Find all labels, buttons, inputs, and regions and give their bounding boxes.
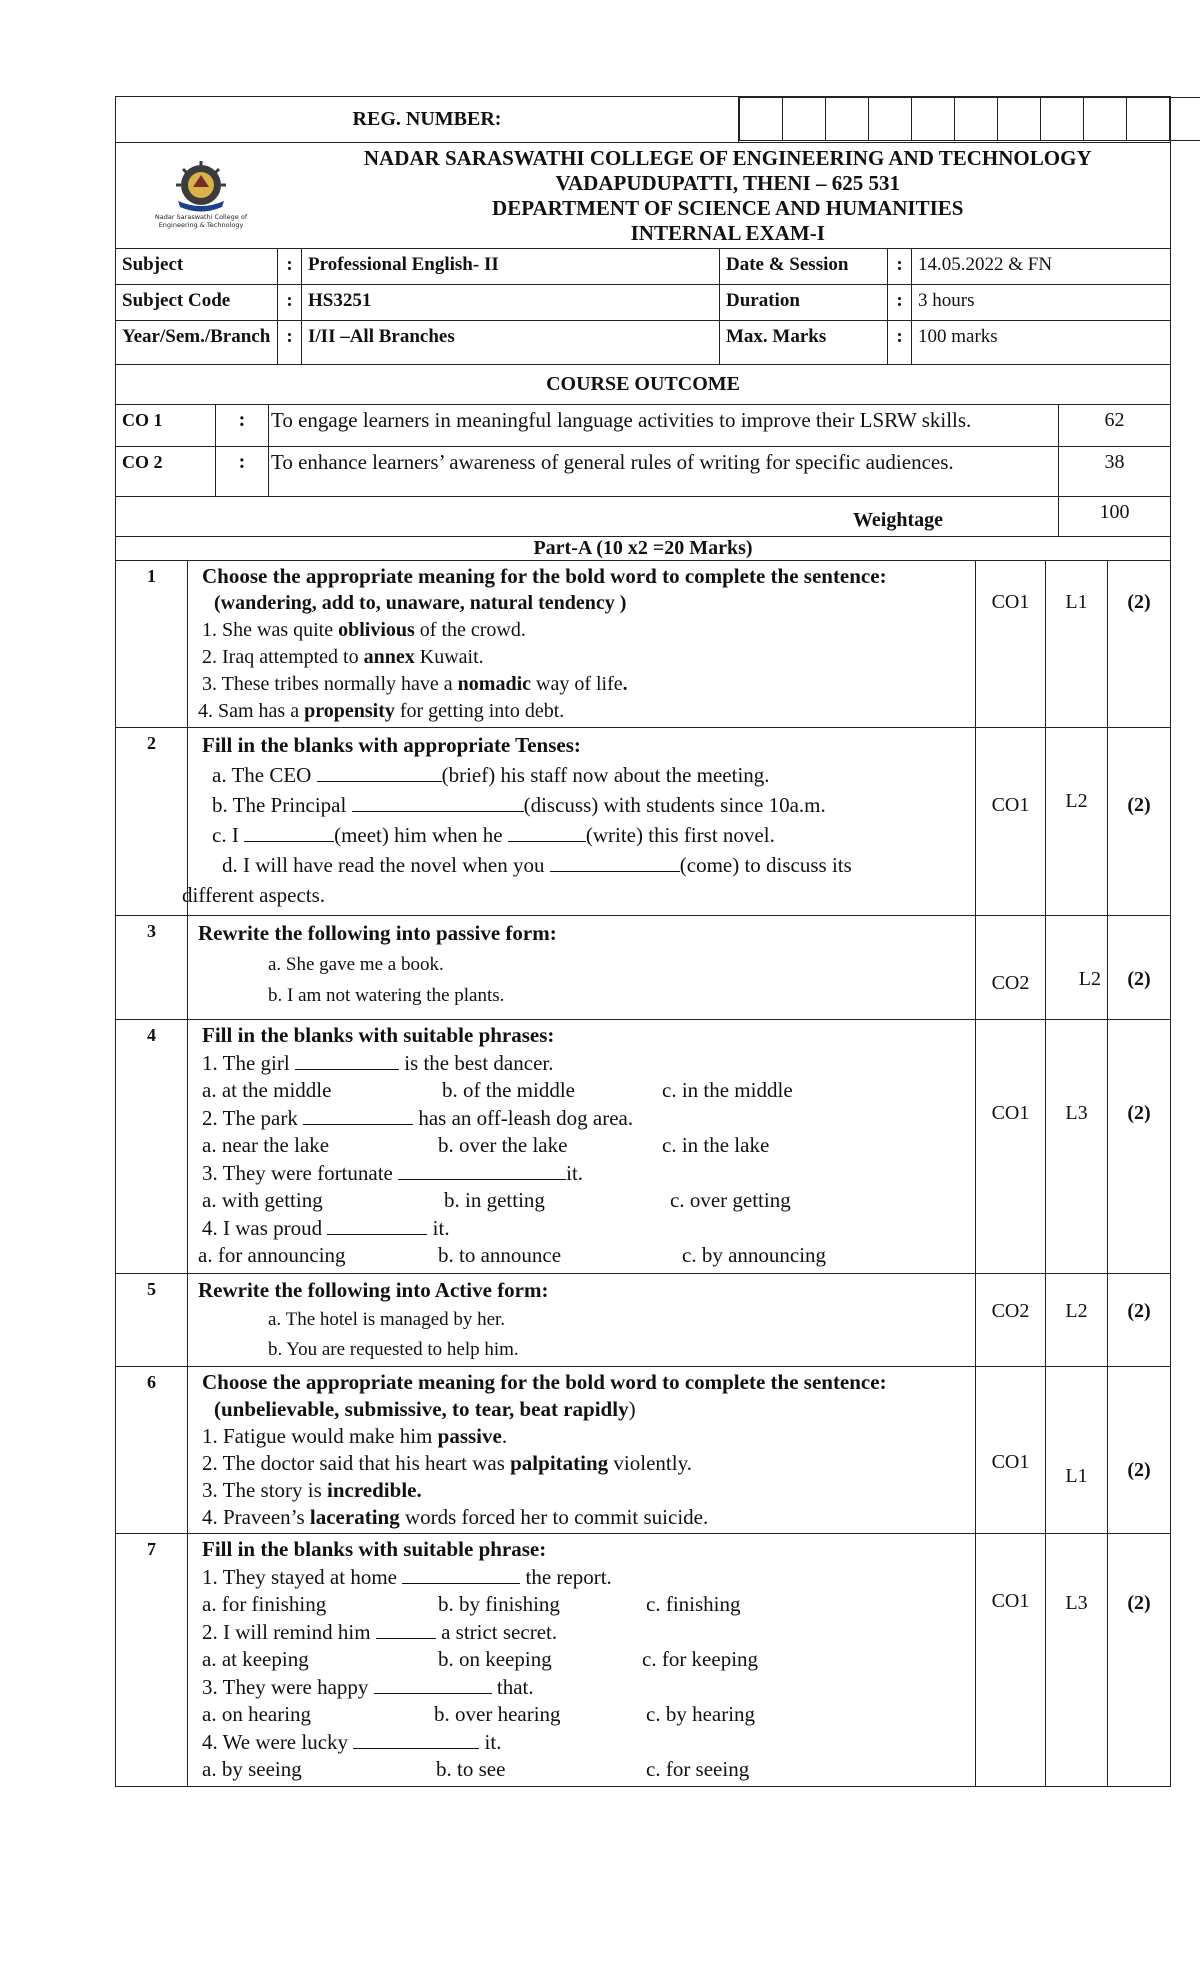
blank-line[interactable] — [508, 823, 586, 842]
question-line: 4. Sam has a propensity for getting into debt. — [198, 700, 565, 722]
question-line: 4. We were lucky it. — [202, 1729, 502, 1754]
duration-value: 3 hours — [912, 285, 1171, 321]
date-value: 14.05.2022 & FN — [912, 249, 1171, 285]
question-heading: Choose the appropriate meaning for the bold word to complete the sentence: — [202, 1370, 887, 1394]
question-number: 1 — [116, 561, 188, 728]
question-heading: Fill in the blanks with suitable phrases: — [202, 1023, 555, 1047]
co2-weight: 38 — [1059, 447, 1171, 497]
question-row — [116, 1367, 1171, 1534]
co1-text: To engage learners in meaningful language activities to improve their LSRW skills. — [269, 405, 1059, 447]
weightage-label: Weightage — [116, 497, 1059, 537]
subject-value: Professional English- II — [302, 249, 720, 285]
question-heading: Fill in the blanks with appropriate Tenses: — [202, 733, 581, 757]
question-row — [116, 561, 1171, 728]
colon: : — [888, 249, 912, 285]
department-name: DEPARTMENT OF SCIENCE AND HUMANITIES — [492, 196, 964, 220]
question-line: b. I am not watering the plants. — [268, 985, 505, 1006]
colon: : — [888, 285, 912, 321]
exam-sheet — [115, 96, 1170, 1787]
colon: : — [278, 285, 302, 321]
question-number: 6 — [116, 1367, 188, 1534]
co-value: CO1 — [976, 1534, 1046, 1787]
question-line: different aspects. — [182, 883, 326, 907]
co-value: CO1 — [976, 561, 1046, 728]
question-body — [188, 1274, 976, 1367]
blank-line[interactable] — [398, 1161, 566, 1180]
college-name: NADAR SARASWATHI COLLEGE OF ENGINEERING AND TECHNOLOGY — [363, 146, 1092, 170]
question-line: 2. The doctor said that his heart was palpitating violently. — [202, 1451, 692, 1475]
question-body — [188, 1020, 976, 1274]
option-row: a. on hearing b. over hearing c. by hearing — [202, 1702, 756, 1726]
duration-label: Duration — [720, 285, 888, 321]
subject-code-label: Subject Code — [116, 285, 278, 321]
blank-line[interactable] — [376, 1620, 436, 1639]
question-line: 2. The park has an off-leash dog area. — [202, 1105, 634, 1130]
question-body — [188, 1367, 976, 1534]
blank-line[interactable] — [303, 1106, 413, 1125]
college-title-block — [286, 143, 1171, 249]
question-row — [116, 1534, 1171, 1787]
blank-line[interactable] — [402, 1565, 520, 1584]
question-line: 1. They stayed at home the report. — [202, 1564, 612, 1589]
blank-line[interactable] — [353, 1730, 479, 1749]
max-marks-label: Max. Marks — [720, 321, 888, 365]
marks-value: (2) — [1108, 561, 1171, 728]
reg-label: REG. NUMBER: — [116, 97, 739, 143]
total-weight: 100 — [1059, 497, 1171, 537]
question-line: a. The hotel is managed by her. — [268, 1309, 506, 1330]
co1-label: CO 1 — [116, 405, 216, 447]
question-row — [116, 1274, 1171, 1367]
header-table — [115, 96, 1171, 143]
blank-line[interactable] — [295, 1051, 399, 1070]
co2-label: CO 2 — [116, 447, 216, 497]
colon: : — [216, 405, 269, 447]
co-value: CO1 — [976, 1367, 1046, 1534]
question-row — [116, 916, 1171, 1020]
svg-text:Engineering & Technology: Engineering & Technology — [158, 220, 244, 229]
exam-title: INTERNAL EXAM-I — [630, 221, 825, 245]
question-line: b. The Principal (discuss) with students since 10a.m. — [212, 793, 826, 817]
option-row: a. by seeing b. to see c. for seeing — [202, 1757, 750, 1781]
question-body — [188, 1534, 976, 1787]
co-value: CO1 — [976, 728, 1046, 916]
question-line: 1. Fatigue would make him passive. — [202, 1424, 508, 1448]
question-line: 3. These tribes normally have a nomadic way of life. — [202, 673, 628, 695]
part-a-title: Part-A (10 x2 =20 Marks) — [116, 537, 1171, 561]
subject-code-value: HS3251 — [302, 285, 720, 321]
question-line: 2. I will remind him a strict secret. — [202, 1619, 558, 1644]
question-row — [116, 728, 1171, 916]
option-row: a. for announcing b. to announce c. by announcing — [198, 1243, 827, 1267]
marks-value: (2) — [1108, 916, 1171, 1020]
question-line: 4. Praveen’s lacerating words forced her to commit suicide. — [202, 1505, 709, 1529]
co2-text: To enhance learners’ awareness of general rules of writing for specific audiences. — [269, 447, 1059, 497]
question-number: 5 — [116, 1274, 188, 1367]
co1-weight: 62 — [1059, 405, 1171, 447]
course-outcome-table — [115, 364, 1171, 537]
option-row: a. at keeping b. on keeping c. for keeping — [202, 1647, 759, 1671]
blank-line[interactable] — [550, 853, 680, 872]
question-number: 7 — [116, 1534, 188, 1787]
max-marks-value: 100 marks — [912, 321, 1171, 365]
college-logo-icon — [126, 161, 276, 231]
option-row: a. near the lake b. over the lake c. in the lake — [202, 1133, 770, 1157]
colon: : — [278, 249, 302, 285]
marks-value: (2) — [1108, 1274, 1171, 1367]
blank-line[interactable] — [244, 823, 334, 842]
question-heading: Rewrite the following into Active form: — [198, 1278, 549, 1302]
colon: : — [888, 321, 912, 365]
question-line: 3. They were happy that. — [202, 1674, 534, 1699]
info-table — [115, 248, 1171, 365]
co-value: CO1 — [976, 1020, 1046, 1274]
year-sem-branch-label: Year/Sem./Branch — [116, 321, 278, 365]
question-options: (wandering, add to, unaware, natural tendency ) — [214, 592, 627, 614]
marks-value: (2) — [1108, 1367, 1171, 1534]
blank-line[interactable] — [317, 763, 442, 782]
question-line: d. I will have read the novel when you (come) to discuss its — [222, 853, 852, 877]
marks-value: (2) — [1108, 1534, 1171, 1787]
question-line: 3. The story is incredible. — [202, 1478, 422, 1502]
level-value: L1 — [1046, 561, 1108, 728]
date-label: Date & Session — [720, 249, 888, 285]
college-logo — [116, 143, 286, 249]
question-line: 4. I was proud it. — [202, 1215, 450, 1240]
reg-number-boxes[interactable] — [739, 97, 1171, 143]
question-line: c. I (meet) him when he (write) this first novel. — [212, 823, 775, 847]
question-line: 1. The girl is the best dancer. — [202, 1050, 554, 1075]
subject-label: Subject — [116, 249, 278, 285]
colon: : — [278, 321, 302, 365]
question-body — [188, 561, 976, 728]
question-line: b. You are requested to help him. — [268, 1339, 519, 1360]
question-heading: Choose the appropriate meaning for the bold word to complete the sentence: — [202, 564, 887, 588]
question-heading: Fill in the blanks with suitable phrase: — [202, 1537, 547, 1561]
marks-value: (2) — [1108, 1020, 1171, 1274]
co-value: CO2 — [976, 916, 1046, 1020]
question-number: 3 — [116, 916, 188, 1020]
question-heading: Rewrite the following into passive form: — [198, 921, 557, 945]
question-row — [116, 1020, 1171, 1274]
svg-text:Nadar Saraswathi College of: Nadar Saraswathi College of — [154, 212, 248, 221]
co-value: CO2 — [976, 1274, 1046, 1367]
college-header — [115, 142, 1171, 249]
question-line: a. She gave me a book. — [268, 954, 444, 975]
question-line: 2. Iraq attempted to annex Kuwait. — [202, 646, 484, 668]
college-address: VADAPUDUPATTI, THENI – 625 531 — [555, 171, 900, 195]
level-value: L2 — [1046, 728, 1108, 916]
colon: : — [216, 447, 269, 497]
question-options: (unbelievable, submissive, to tear, beat rapidly) — [214, 1397, 636, 1421]
level-value: L3 — [1046, 1020, 1108, 1274]
level-value: L2 — [1046, 916, 1108, 1020]
question-number: 2 — [116, 728, 188, 916]
question-line: 3. They were fortunate it. — [202, 1160, 584, 1185]
marks-value: (2) — [1108, 728, 1171, 916]
question-body — [182, 728, 976, 916]
option-row: a. for finishing b. by finishing c. finishing — [202, 1592, 741, 1616]
level-value: L3 — [1046, 1534, 1108, 1787]
option-row: a. with getting b. in getting c. over getting — [202, 1188, 791, 1212]
part-a-table — [115, 536, 1171, 1787]
blank-line[interactable] — [327, 1216, 427, 1235]
level-value: L2 — [1046, 1274, 1108, 1367]
question-line: 1. She was quite oblivious of the crowd. — [202, 619, 526, 641]
question-body — [188, 916, 976, 1020]
question-line: a. The CEO (brief) his staff now about the meeting. — [212, 763, 770, 787]
blank-line[interactable] — [374, 1675, 492, 1694]
question-number: 4 — [116, 1020, 188, 1274]
year-sem-branch-value: I/II –All Branches — [302, 321, 720, 365]
option-row: a. at the middle b. of the middle c. in the middle — [202, 1078, 793, 1102]
course-outcome-title: COURSE OUTCOME — [116, 365, 1171, 405]
blank-line[interactable] — [352, 793, 524, 812]
level-value: L1 — [1046, 1367, 1108, 1534]
